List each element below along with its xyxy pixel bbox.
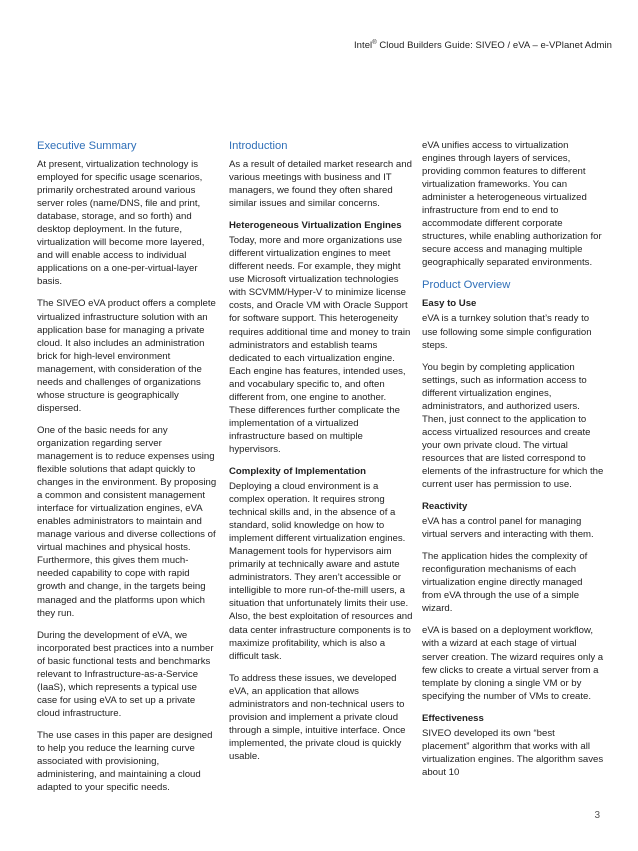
paragraph: eVA unifies access to virtualization engines through layers of services, providing common features to different virtualization frameworks. You can administer a heterogeneous virtualized infrastructure from end to end to accommodate different corporate structures, while enabling authorization for secure access and managing multiple geographically separated environments.: [422, 140, 602, 269]
subheading-effectiveness: Effectiveness: [422, 712, 484, 724]
paragraph: At present, virtualization technology is employed for specific usage scenarios, primarily orchestrated around various server roles (name/DNS, file and print, database, storage, and so forth) and desktop deployment. In the future, virtualization will become more layered, and will enable access to individual applications on a one-per-virtual-layer basis.: [37, 159, 205, 288]
heading-product-overview: Product Overview: [422, 279, 511, 292]
running-header: [354, 40, 612, 51]
paragraph: During the development of eVA, we incorporated best practices into a number of basic functional tests and benchmarks relevant to Infrastructure-as-a-Service (IaaS), which represents a typical use case for using eVA to set up a private cloud infrastructure.: [37, 629, 214, 719]
subheading-easy-to-use: Easy to Use: [422, 298, 477, 310]
paragraph: One of the basic needs for any organization regarding server management is to reduce expenses using flexible solutions that adapt quickly to changes in the environment. By proposing a common and consistent management interface for virtualization engines, eVA enables administrators to maintain and manage various and diverse collections of virtual machines and physical hosts. Furthermore, this gives them much-needed capability to cope with rapid growth and change, in the targets being managed and the platforms upon which they run.: [37, 424, 217, 619]
paragraph: The SIVEO eVA product offers a complete virtualized infrastructure solution with an application base for managing a private cloud. It also includes an administration brick for high-level environment management, with consideration of the needs and challenges of organizations whose structure is geographically dispersed.: [37, 298, 216, 414]
column-middle: [229, 139, 413, 772]
paragraph: SIVEO developed its own “best placement” algorithm that works with all virtualization engines. The algorithm saves about 10: [422, 727, 604, 778]
paragraph: eVA is based on a deployment workflow, with a wizard at each stage of virtual server creation. The wizard requires only a few clicks to create a virtual server from a template by cloning a single VM or by specifying the number of VMs to create.: [422, 625, 604, 702]
paragraph: eVA has a control panel for managing virtual servers and interacting with them.: [422, 516, 594, 541]
subheading-complexity: Complexity of Implementation: [229, 465, 366, 477]
paragraph: Today, more and more organizations use different virtualization engines to meet different needs. For example, they might use Microsoft virtualization technologies with SCVMM/Hyper-V to minimize license costs, and Oracle VM with Oracle Support for software support. This heterogeneity requires additional time and money to train administrators and establish teams dedicated to each virtualization engine. Each engine has features, intended uses, and vocabulary specific to, and often different from, one engine to another. These differences further complicate the implementation of a virtualized infrastructure based on multiple hypervisors.: [229, 235, 411, 455]
paragraph: As a result of detailed market research and various meetings with business and IT managers, we found they often shared similar issues and similar concerns.: [229, 159, 412, 210]
header-brand: Intel: [353, 40, 373, 52]
header-trademark: ®: [372, 40, 377, 46]
paragraph: The use cases in this paper are designed to help you reduce the learning curve associated with provisioning, administering, and maintaining a cloud adapted to your specific needs.: [37, 729, 213, 794]
paragraph: eVA is a turnkey solution that’s ready to use following some simple configuration steps.: [422, 313, 592, 351]
paragraph: To address these issues, we developed eVA, an application that allows administrators and non-technical users to provision and implement a private cloud through a simple, intuitive interface. Once implemented, the private cloud is quickly usable.: [229, 672, 406, 762]
heading-introduction: Introduction: [229, 140, 288, 152]
column-right: [422, 139, 604, 788]
subheading-reactivity: Reactivity: [422, 501, 468, 513]
heading-executive-summary: Executive Summary: [37, 140, 137, 152]
paragraph: You begin by completing application settings, such as information access to different virtualization engines, administrators, and authorized users. Then, just connect to the application to access virtualized resources and create your own private cloud. The virtual resources that are listed correspond to elements of the infrastructure for which the current user has permission to use.: [422, 361, 604, 491]
paragraph: Deploying a cloud environment is a complex operation. It requires strong technical skills and, in the absence of a standard, solid knowledge on how to implement different virtualization engines. Management tools for hypervisors aim primarily at technically aware and astute administrators. They aren’t accessible or intelligible to more run-of-the-mill users, a situation that unfortunately limits their use. Also, the best exploitation of resources and data center infrastructure components is to maximize profitability, which is also a difficult task.: [229, 480, 413, 662]
page-number: 3: [594, 810, 600, 821]
column-left: [37, 139, 219, 803]
subheading-heterogeneous: Heterogeneous Virtualization Engines: [229, 220, 402, 232]
header-title: Cloud Builders Guide: SIVEO / eVA – e-VPlanet Admin: [376, 40, 612, 52]
paragraph: The application hides the complexity of reconfiguration mechanisms of each virtualization engine directly managed from eVA through the use of a simple wizard.: [422, 551, 588, 615]
